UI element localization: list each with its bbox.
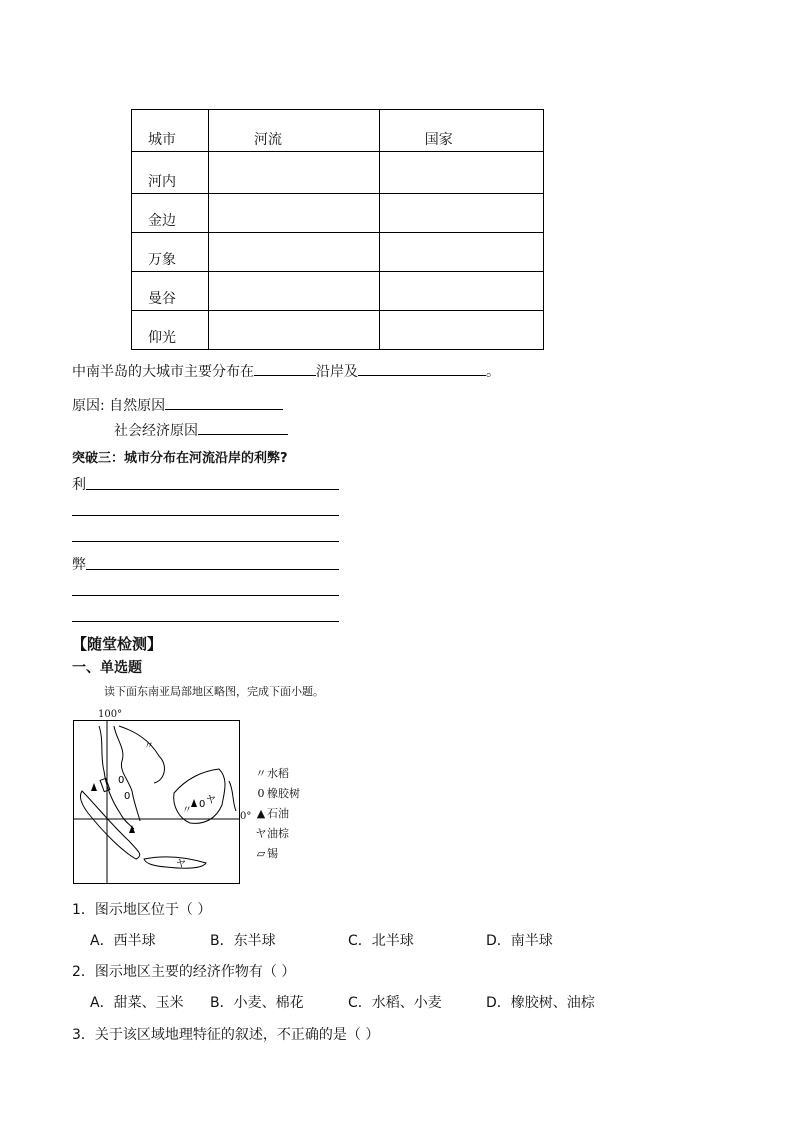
sumatra-island: [80, 791, 139, 859]
q2-option-d[interactable]: D．橡胶树、油棕: [486, 995, 595, 1011]
city-river-country-table: [131, 109, 544, 350]
pro-answer-line[interactable]: [72, 515, 339, 516]
river-answer-cell[interactable]: [209, 272, 380, 311]
city-cell: 仰光: [132, 311, 209, 350]
country-answer-cell[interactable]: [379, 194, 543, 233]
legend-tin: ▱ 锡: [256, 847, 278, 860]
river-answer-cell[interactable]: [209, 233, 380, 272]
river-answer-cell[interactable]: [209, 311, 380, 350]
city-cell: 万象: [132, 233, 209, 272]
river-answer-cell[interactable]: [209, 152, 380, 194]
rice-icon: 〃: [144, 741, 154, 752]
city-cell: 曼谷: [132, 272, 209, 311]
legend-oil-palm: ヤ油棕: [255, 827, 289, 840]
java-island: [144, 857, 206, 868]
rice-icon: 〃: [182, 805, 192, 816]
q2-option-a[interactable]: A．甜菜、玉米: [90, 995, 184, 1011]
river-answer-cell[interactable]: [209, 194, 380, 233]
map-intro: 读下面东南亚局部地区略图，完成下面小题。: [104, 685, 324, 698]
legend-rice: 〃水稻: [255, 767, 289, 780]
blank-natural-reason[interactable]: [165, 395, 283, 410]
con-answer-line[interactable]: [72, 621, 339, 622]
reason-natural: 原因: 自然原因: [72, 395, 283, 415]
con-answer-line[interactable]: [72, 595, 339, 596]
header-river: 河流: [254, 132, 282, 148]
q1-option-d[interactable]: D．南半球: [486, 933, 553, 949]
oil-icon: [129, 825, 135, 833]
peninsula-coast-west: [99, 726, 134, 829]
tin-icon: ▱: [256, 847, 266, 860]
blank-river[interactable]: [254, 361, 316, 376]
question-3-stem: 3．关于该区域地理特征的叙述，不正确的是（ ）: [72, 1027, 380, 1043]
equator-label: 0°: [240, 811, 252, 822]
country-answer-cell[interactable]: [379, 311, 543, 350]
pro-answer-line[interactable]: [72, 541, 339, 542]
oil-icon: ▲: [256, 807, 266, 820]
blank-social-reason[interactable]: [198, 420, 288, 435]
q1-option-b[interactable]: B．东半球: [210, 933, 276, 949]
con-label: 弊: [72, 557, 86, 573]
oil-icon: [91, 783, 97, 791]
city-cell: 河内: [132, 152, 209, 194]
q1-option-c[interactable]: C．北半球: [348, 933, 414, 949]
map-drawing: [74, 721, 239, 883]
q2-option-c[interactable]: C．水稻、小麦: [348, 995, 442, 1011]
rice-icon: 〃: [255, 767, 267, 780]
longitude-label: 100°: [98, 709, 123, 720]
subsection-title: 一、单选题: [72, 660, 142, 676]
pro-answer-line[interactable]: [86, 489, 339, 490]
sulawesi-coast: [229, 781, 236, 811]
rubber-tree-icon: 0: [257, 787, 265, 800]
city-cell: 金边: [132, 194, 209, 233]
rubber-tree-icon: 0: [124, 791, 131, 802]
legend-rubber: 0 橡胶树: [255, 785, 300, 801]
rubber-tree-icon: 0: [199, 799, 206, 810]
tin-icon: [100, 778, 110, 791]
header-country: 国家: [424, 132, 453, 148]
con-answer-line[interactable]: [86, 569, 339, 570]
q1-option-a[interactable]: A．西半球: [90, 933, 156, 949]
peninsula-coast-east: [114, 726, 140, 821]
oil-palm-icon: ヤ: [176, 859, 186, 870]
indochina-coast: [119, 726, 164, 783]
question-1-stem: 1．图示地区位于（ ）: [72, 902, 212, 918]
oil-palm-icon: ヤ: [255, 827, 267, 840]
country-answer-cell[interactable]: [379, 233, 543, 272]
rubber-tree-icon: 0: [118, 775, 125, 786]
pro-label: 利: [72, 477, 86, 493]
legend-oil: ▲ 石油: [256, 807, 289, 820]
blank-coast[interactable]: [358, 361, 486, 376]
question-2-stem: 2．图示地区主要的经济作物有（ ）: [72, 964, 296, 980]
southeast-asia-map: [73, 720, 240, 884]
section-title: 【随堂检测】: [72, 635, 163, 653]
q2-option-b[interactable]: B．小麦、棉花: [210, 995, 304, 1011]
reason-social: 社会经济原因: [114, 420, 288, 440]
breakthrough-title: 突破三：城市分布在河流沿岸的利弊?: [72, 451, 288, 466]
header-city: 城市: [132, 110, 209, 152]
country-answer-cell[interactable]: [379, 272, 543, 311]
city-distribution-sentence: 中南半岛的大城市主要分布在 沿岸及 。: [72, 361, 500, 381]
oil-palm-icon: ヤ: [206, 795, 216, 806]
country-answer-cell[interactable]: [379, 152, 543, 194]
